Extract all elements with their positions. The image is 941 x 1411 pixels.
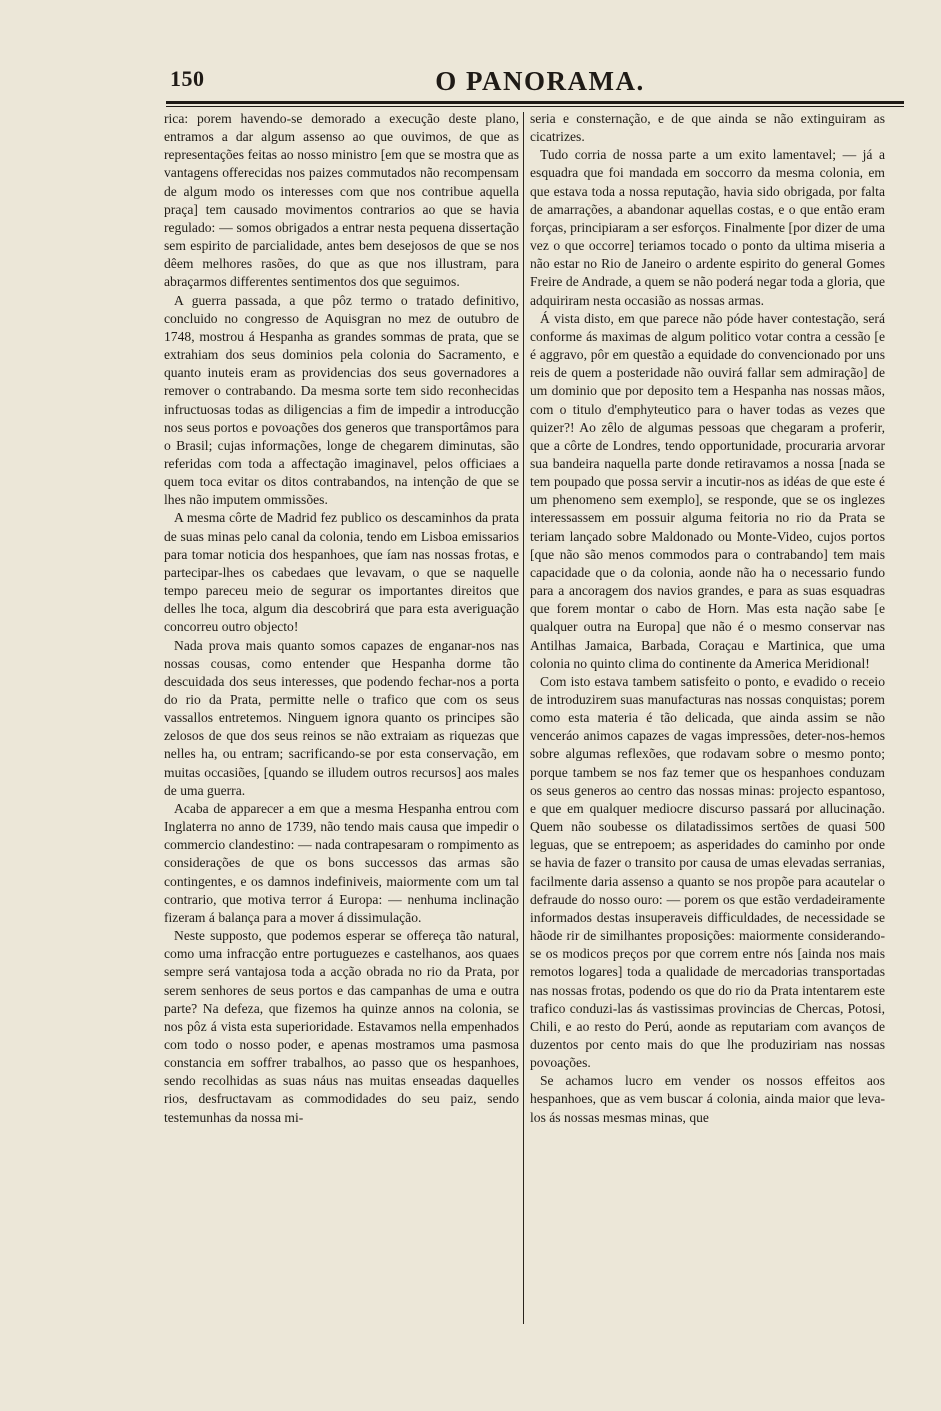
paragraph: Acaba de apparecer a em que a mesma Hespanha entrou com Inglaterra no anno de 1739, não tendo mais causa que impedir o commercio clandestino: — nada contrapesaram o rompimento as considerações de que os bons successos das armas são contingentes, e os damnos indefiniveis, maiormente com um tal contrario, que motiva terror á Europa: — nenhuma inclinação fizeram á balança para a mover á dissimulação. xyxy=(164,800,519,925)
left-column xyxy=(164,110,519,1127)
paragraph: Nada prova mais quanto somos capazes de enganar-nos nas nossas cousas, como entender que Hespanha dorme tão descuidada dos seus interesses, que podendo fechar-nos a porta do rio da Prata, permitte nelle o trafico que com os seus vassallos entretemos. Ninguem ignora quanto os principes são zelosos de que dos seus reinos se não extraiam as riquezas que nelles ha, ou entram; sacrificando-se por esta conservação, em muitas occasiões, [quando se illudem outros recursos] aos males de uma guerra. xyxy=(164,637,519,798)
header-rule-thin xyxy=(166,106,904,107)
paragraph: A mesma côrte de Madrid fez publico os descaminhos da prata de suas minas pelo canal da colonia, tendo em Lisboa emissarios para tomar noticia dos hespanhoes, que íam nas nossas frotas, e partecipar-lhes os cabedaes que levavam, o que se naquelle tempo pareceu meio de segurar os importantes direitos que delles lhe toca, algum dia descobrirá que para esta averiguação concorreu outro objecto! xyxy=(164,510,519,635)
column-divider xyxy=(523,112,524,1324)
journal-title: O PANORAMA. xyxy=(435,66,645,96)
right-column xyxy=(530,110,885,1127)
paragraph: Tudo corria de nossa parte a um exito lamentavel; — já a esquadra que foi mandada em soccorro da mesma colonia, em que estava toda a nossa reputação, havia sido obrigada, por falta de amarrações, a abandonar aquellas costas, e o que então eram forças, principiaram a ser esforços. Finalmente [por dizer de uma vez o que occorre] teriamos tocado o ponto da ultima miseria a não estar no Rio de Janeiro o ardente espirito do general Gomes Freire de Andrade, a quem se não poderá negar toda a gloria, que adquiriram nesta occasião as nossas armas. xyxy=(530,147,885,308)
paragraph: Á vista disto, em que parece não póde haver contestação, será conforme ás maximas de algum politico votar contra a cessão [e é aggravo, pôr em questão a equidade do convencionado por uns reis de quem a posteridade não ouvirá fallar sem admiração] de um dominio que por deposito tem a Hespanha nas nossas mãos, com o titulo d'emphyteutico para o haver todas as vezes que quizer?! Ao zêlo de algumas pessoas que chegaram a proferir, que a côrte de Londres, tendo opportunidade, procuraria arvorar sua bandeira naquella parte donde retiravamos a nossa [nada se tem poupado que possa servir a incutir-nos as idéas de que este é um phenomeno sem exemplo], se responde, que se os inglezes interessassem em possuir alguma feitoria no rio da Prata se teriam lançado sobre Maldonado ou Monte-Video, cujos portos [que não são menos commodos para o contrabando] tem mais capacidade que o da colonia, aonde não ha o necessario fundo para a ancoragem dos navios grandes, e para as suas esquadras que forem montar o cabo de Horn. Mas esta nação sabe [e qualquer outra na Europa] que não é o mesmo conservar nas Antilhas Jamaica, Barbada, Coraçau e Martinica, que uma colonia no quinto clima do continente da America Meridional! xyxy=(530,310,885,671)
header-rule xyxy=(166,101,904,104)
page-header xyxy=(170,62,900,102)
paragraph: A guerra passada, a que pôz termo o tratado definitivo, concluido no congresso de Aquisgran no mez de outubro de 1748, mostrou á Hespanha as grandes sommas de prata, que se extrahiam dos seus dominios pela colonia do Sacramento, e quanto inuteis eram as providencias dos seus governadores a remover o contrabando. Da mesma sorte tem sido reconhecidas infructuosas todas as diligencias a fim de impedir a introducção nos seus portos e povoações dos generos que transportâmos para o Brasil; cujas informações, longe de chegarem diminutas, são referidas com toda a affectação imaginavel, pelos officiaes a quem toca evitar os ditos contrabandos, na intenção de que se lhes não imputem ommissões. xyxy=(164,292,519,508)
paragraph: rica: porem havendo-se demorado a execução deste plano, entramos a dar algum assenso ao que ouvimos, de que as representações feitas ao nosso ministro [em que se mostra que as vantagens offerecidas nos paizes commutados não recompensam de algum modo os interesses com que nos contribue aquella praça] tem causado movimentos contrarios ao que se havia regulado: — somos obrigados a entrar nesta pequena dissertação sem espirito de parcialidade, antes bem desejosos de que se nos dêem melhores rasões, do que as que nos illustram, para abraçarmos differentes sentimentos dos que seguimos. xyxy=(164,111,519,290)
paragraph: seria e consternação, e de que ainda se não extinguiram as cicatrizes. xyxy=(530,111,885,145)
page-number: 150 xyxy=(170,66,205,91)
paragraph: Se achamos lucro em vender os nossos effeitos aos hespanhoes, que as vem buscar á colonia, ainda maior que leva-los ás nossas mesmas minas, que xyxy=(530,1073,885,1125)
paragraph: Neste supposto, que podemos esperar se offereça tão natural, como uma infracção entre portuguezes e castelhanos, aos quaes sempre será vantajosa toda a acção obrada no rio da Prata, por serem senhores de seus portos e das campanhas de uma e outra parte? Na defeza, que fizemos ha quinze annos na colonia, se nos pôz á vista esta superioridade. Estavamos nella empenhados com todo o nosso poder, e apenas mostramos uma pasmosa constancia em soffrer trabalhos, ao passo que os hespanhoes, sendo recolhidas as suas náus nas muitas enseadas daquelles rios, desfructavam as commodidades do seu paiz, sendo testemunhas da nossa mi- xyxy=(164,928,519,1125)
paragraph: Com isto estava tambem satisfeito o ponto, e evadido o receio de introduzirem suas manufacturas nas nossas conquistas; porem como esta materia é tão delicada, que ainda assim se não venceráo animos capazes de vagas impressões, deter-nos-hemos sobre algumas reflexões, que rodavam sobre o mesmo ponto; porque tambem se nos faz temer que os hespanhoes conduzam os seus generos ao centro das nossas minas: projecto espantoso, e que em qualquer mediocre discurso passará por allucinação. Quem não soubesse os dilatadissimos sertões de quasi 500 leguas, que se entrepoem; as asperidades do caminho por onde se havia de fazer o transito por causa de umas elevadas serranias, facilmente daria assenso a quanto se nos propõe para acautelar o defraude do nosso ouro: — porem os que estão verdadeiramente informados destas insuperaveis difficuldades, de necessidade se hãode rir de similhantes proposições: maiormente considerando-se os modicos preços por que correm entre nós [ainda nos mais remotos logares] toda a qualidade de mercadorias transportadas nas nossas frotas, podendo os que do rio da Prata intentarem este trafico conduzi-las ás vastissimas provincias de Chercas, Potosi, Chili, e ao resto do Perú, aonde as reputariam com avanços de duzentos por cento mais do que lhe produziriam nas nossas povoações. xyxy=(530,673,885,1071)
